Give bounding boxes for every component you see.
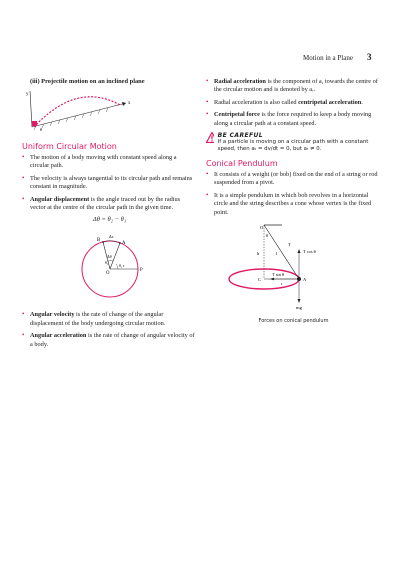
warning-icon xyxy=(206,132,214,143)
cone-angle-label: θ xyxy=(266,233,269,239)
weight-mg-label: mg xyxy=(296,305,302,311)
conical-pendulum-bullet: • It consists of a weight (or bob) fixed on the end of a string or rod suspended from a pivot. xyxy=(206,171,381,188)
circular-motion-figure xyxy=(22,227,197,302)
tension-t-label: T xyxy=(288,242,291,248)
center-c-label: C xyxy=(258,277,262,283)
ucm-heading: Uniform Circular Motion xyxy=(22,142,117,151)
t-cos-theta-label: T cos θ xyxy=(303,249,316,255)
point-o-label: O xyxy=(106,271,110,277)
angular-displacement-bullet: • Angular displacement is the angle traced out by the radius vector at the centre of the circular path in the given time. xyxy=(22,196,197,213)
ucm-bullet-list xyxy=(22,154,197,212)
be-careful-title: BE CAREFUL xyxy=(217,132,263,140)
angular-velocity-bullet: • Angular velocity is the rate of change of the angular displacement of the body undergoing circular motion. xyxy=(22,311,197,328)
ucm-bullet: • The motion of a body moving with constant speed along a circular path. xyxy=(22,154,197,171)
angular-acceleration-bullet: • Angular acceleration is the rate of change of angular velocity of a body. xyxy=(22,332,197,349)
right-column xyxy=(206,78,381,324)
radius-r-label: r xyxy=(281,281,283,287)
incline-heading: (iii) Projectile motion on an inclined plane xyxy=(30,78,145,85)
be-careful-note xyxy=(206,132,381,153)
bob-a-label: A xyxy=(303,277,307,283)
running-header-title: Motion in a Plane xyxy=(303,54,353,62)
radial-acceleration-bullet: • Radial acceleration is the component of a, towards the centre of the circular motion and is denoted by aᵣ. xyxy=(206,78,381,95)
incline-x-label: x xyxy=(128,101,131,106)
angular-quantities-list xyxy=(22,311,197,349)
length-l-label: l xyxy=(276,251,278,257)
be-careful-text: If a particle is moving on a circular path with a constant speed, then aₜ = dv/dt = 0, but aᵣ ≠ 0. xyxy=(217,139,369,153)
theta2-label: θ₂ xyxy=(105,261,109,266)
height-h-label: h xyxy=(257,251,260,257)
centripetal-acceleration-bullet: • Radial acceleration is also called centripetal acceleration. xyxy=(206,99,381,107)
figure-caption: Forces on conical pendulum xyxy=(258,318,329,325)
ucm-bullet: • The velocity is always tangential to its circular path and remains constant in magnitude. xyxy=(22,175,197,192)
incline-y-label: y xyxy=(26,92,29,97)
acceleration-list xyxy=(206,78,381,128)
point-p-label: P xyxy=(140,268,143,274)
point-a-label: A xyxy=(122,241,126,247)
conical-pendulum-figure xyxy=(206,221,381,311)
centripetal-force-bullet: • Centripetal force is the force required to keep a body moving along a circular path at a constant speed. xyxy=(206,111,381,128)
left-column xyxy=(22,78,197,353)
conical-pendulum-heading: Conical Pendulum xyxy=(206,159,278,169)
conical-pendulum-list xyxy=(206,171,381,217)
t-sin-theta-label: T sin θ xyxy=(272,272,285,278)
pivot-o-label: O xyxy=(260,225,264,231)
arc-length-label: Δs xyxy=(109,234,114,240)
angular-displacement-formula: Δθ = θ₂ − θ₁ xyxy=(92,216,127,224)
page-number: 3 xyxy=(367,52,372,62)
point-b-label: B xyxy=(97,238,101,244)
theta1-label: θ₁ xyxy=(119,264,123,269)
radius-label: r xyxy=(123,263,125,269)
incline-projectile-figure xyxy=(22,87,197,133)
conical-pendulum-bullet: • It is a simple pendulum in which bob revolves in a horizontal circle and the string describes a cone whose vertex is the fixed point. xyxy=(206,192,381,217)
incline-theta-label: θ xyxy=(40,127,43,132)
delta-theta-label: Δθ xyxy=(107,254,112,260)
